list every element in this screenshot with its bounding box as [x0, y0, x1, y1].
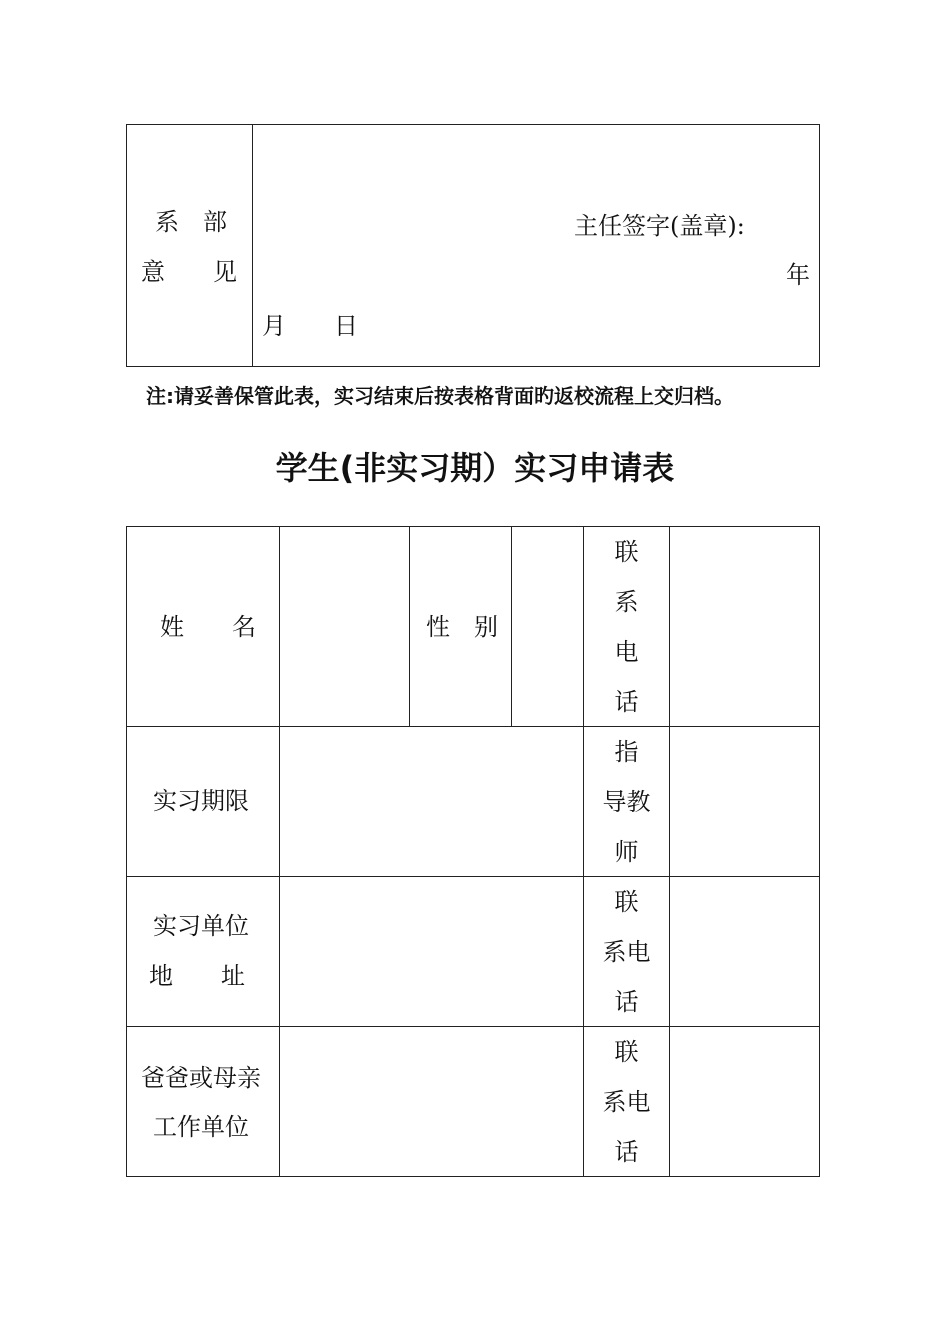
- gender-field[interactable]: [512, 527, 583, 726]
- parent-workplace-label-line1: 爸爸或母亲: [141, 1064, 261, 1092]
- month-day-label: 月 日: [262, 312, 358, 340]
- department-label-line2: 意 见: [141, 258, 237, 286]
- phone-char: 话: [614, 687, 639, 716]
- unit-phone-label: [584, 877, 669, 1026]
- supervisor-char: 导教: [602, 787, 651, 816]
- name-field[interactable]: [280, 527, 409, 726]
- director-signature-label: 主任签字(盖章):: [574, 212, 745, 240]
- year-label: 年: [786, 261, 810, 289]
- phone-char: 联: [614, 887, 639, 916]
- internship-period-label: 实习期限: [153, 787, 249, 815]
- form-title: 学生(非实习期）实习申请表: [275, 449, 675, 487]
- unit-phone-field[interactable]: [670, 877, 819, 1026]
- supervisor-char: 指: [614, 737, 639, 766]
- phone-char: 系: [614, 587, 639, 616]
- supervisor-char: 师: [614, 837, 639, 866]
- unit-address-label-line2: 地 址: [149, 962, 245, 990]
- name-label: 姓 名: [160, 613, 256, 641]
- phone-char: 话: [614, 987, 639, 1016]
- phone-char: 联: [614, 1037, 639, 1066]
- department-label-line1: 系 部: [155, 208, 227, 236]
- phone-char: 话: [614, 1137, 639, 1166]
- phone-char: 联: [614, 537, 639, 566]
- internship-period-field[interactable]: [280, 727, 583, 876]
- parent-phone-field[interactable]: [670, 1027, 819, 1176]
- parent-workplace-field[interactable]: [280, 1027, 583, 1176]
- parent-workplace-label-line2: 工作单位: [153, 1113, 249, 1141]
- phone-char: 系电: [602, 937, 651, 966]
- storage-note: 注:请妥善保管此表，实习结束后按表格背面旳返校流程上交归档。: [146, 384, 734, 408]
- phone-char: 系电: [602, 1087, 651, 1116]
- supervisor-label: [584, 727, 669, 876]
- parent-phone-label: [584, 1027, 669, 1176]
- supervisor-field[interactable]: [670, 727, 819, 876]
- phone-char: 电: [614, 637, 639, 666]
- gender-label: 性 别: [426, 613, 498, 641]
- unit-address-field[interactable]: [280, 877, 583, 1026]
- unit-address-label-line1: 实习单位: [153, 912, 249, 940]
- contact-phone-label: [584, 527, 669, 726]
- contact-phone-field[interactable]: [670, 527, 819, 726]
